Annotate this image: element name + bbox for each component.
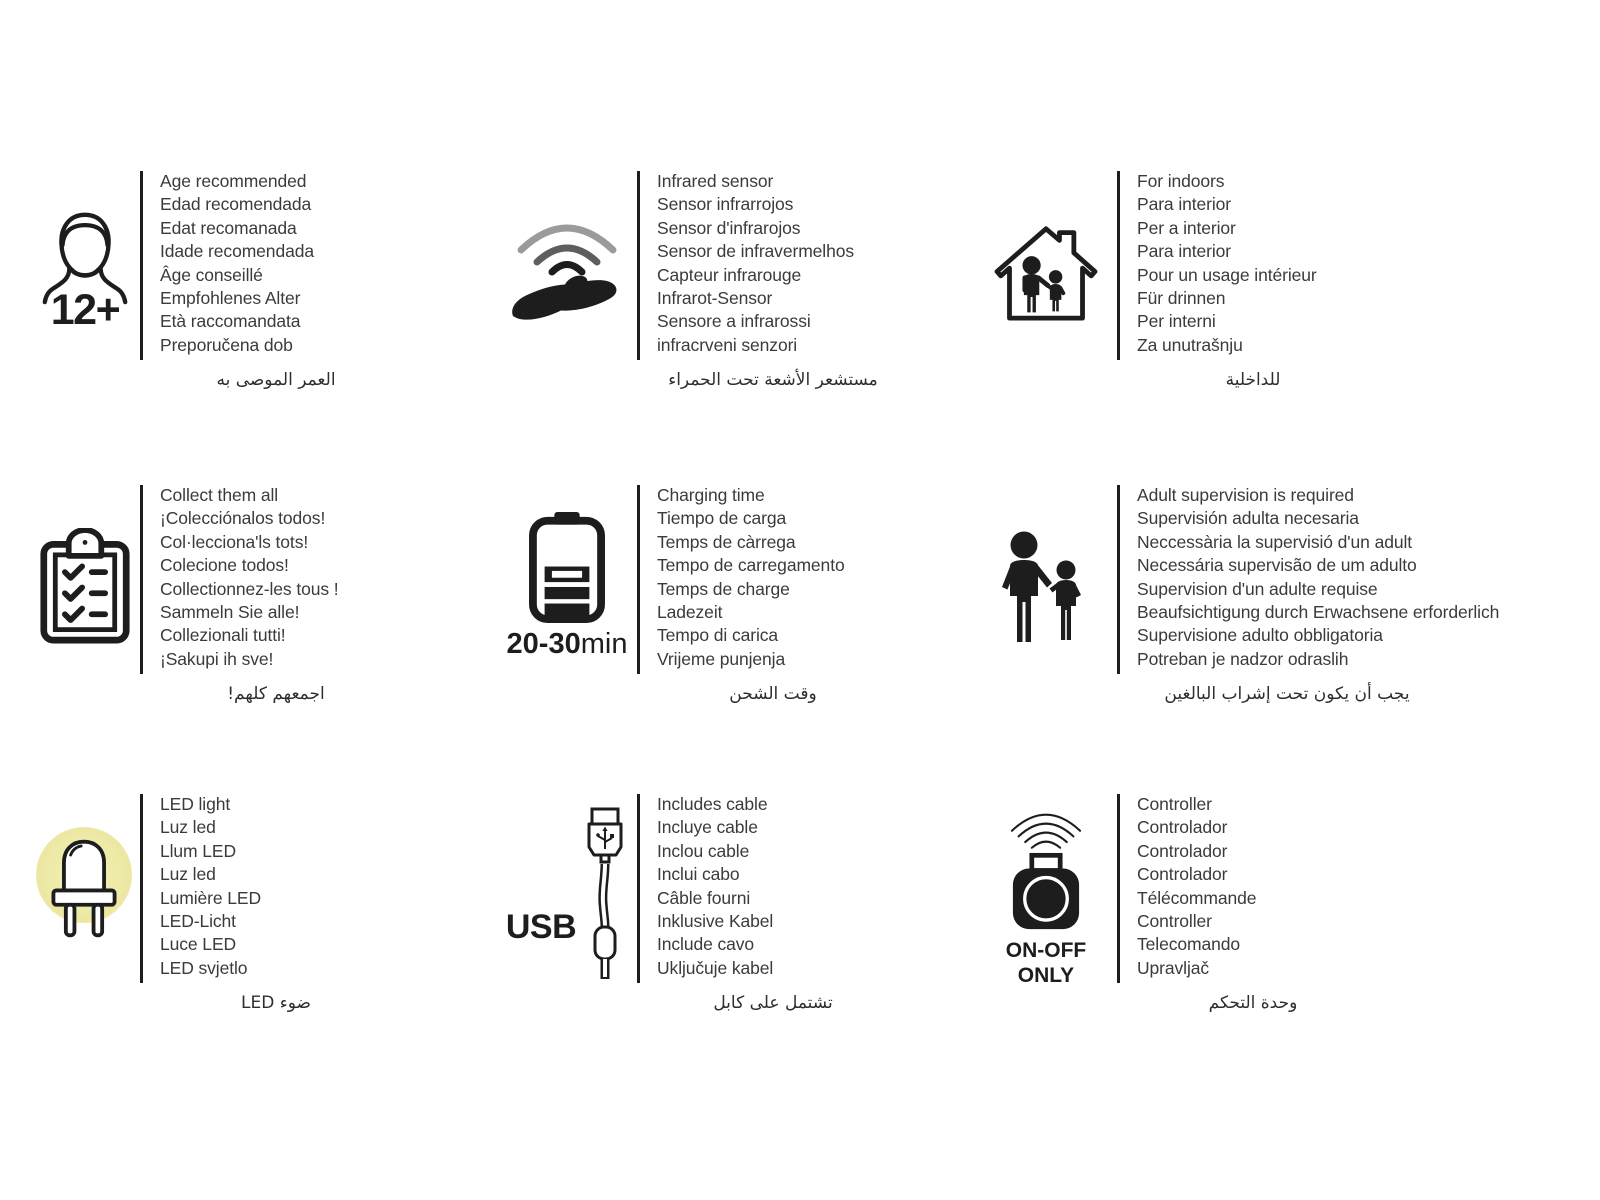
- usb-icon-area: [497, 807, 637, 987]
- text-line: Età raccomandata: [160, 311, 301, 332]
- text-line: Supervision d'un adulte requise: [1137, 578, 1378, 599]
- charging-label-arabic: وقت الشحن: [729, 684, 817, 705]
- text-line: Sensor d'infrarojos: [657, 217, 801, 238]
- indoors-labels: [1137, 170, 1369, 357]
- age-icon-area: [30, 170, 140, 332]
- text-line: Col·lecciona'ls tots!: [160, 531, 309, 552]
- adult-supervision-block: [975, 484, 1499, 705]
- battery-charging-icon: [526, 512, 608, 623]
- text-line: Tiempo de carga: [657, 508, 787, 529]
- text-line: Sensor de infravermelhos: [657, 241, 855, 262]
- text-line: Includes cable: [657, 794, 768, 814]
- charging-labels: [657, 484, 889, 671]
- sensor-labels: [657, 170, 889, 357]
- on-off-only-caption: [1006, 938, 1086, 988]
- charging-icon-area: [497, 484, 637, 661]
- text-line: Collezionali tutti!: [160, 625, 286, 646]
- text-line: Uključuje kabel: [657, 957, 774, 978]
- adult-child-icon: [996, 530, 1096, 646]
- controller-icon-area: [975, 793, 1117, 988]
- text-line: Edad recomendada: [160, 194, 312, 215]
- controller-label-arabic: وحدة التحكم: [1208, 993, 1298, 1014]
- text-line: Infrarot-Sensor: [657, 288, 773, 309]
- text-line: Temps de càrrega: [657, 531, 796, 552]
- text-line: Per a interior: [1137, 217, 1236, 238]
- indoors-label-arabic: للداخلية: [1225, 370, 1281, 391]
- text-line: Sammeln Sie alle!: [160, 602, 300, 623]
- text-line: ¡Colecciónalos todos!: [160, 508, 326, 529]
- text-line: Potreban je nadzor odraslih: [1137, 648, 1349, 669]
- text-line: Upravljač: [1137, 957, 1210, 978]
- text-line: Vrijeme punjenja: [657, 648, 786, 669]
- text-line: Charging time: [657, 485, 765, 505]
- text-line: Capteur infrarouge: [657, 264, 802, 285]
- caption-line1: ON-OFF: [1005, 939, 1087, 962]
- text-line: Collectionnez-les tous !: [160, 578, 339, 599]
- text-line: Luz led: [160, 864, 216, 885]
- age-labels: [160, 170, 392, 357]
- caption-regular: min: [580, 628, 628, 660]
- text-line: Idade recomendada: [160, 241, 314, 262]
- text-line: Empfohlenes Alter: [160, 288, 301, 309]
- remote-controller-icon: [994, 803, 1098, 936]
- text-line: Per interni: [1137, 311, 1216, 332]
- text-line: Âge conseillé: [160, 264, 263, 285]
- led-light-block: [30, 793, 392, 1014]
- text-line: Age recommended: [160, 171, 307, 191]
- text-line: Sensor infrarrojos: [657, 194, 794, 215]
- text-line: infracrveni senzori: [657, 334, 798, 355]
- text-line: Za unutrašnju: [1137, 334, 1243, 355]
- supervision-icon-area: [975, 484, 1117, 646]
- text-line: Necessária supervisão de um adulto: [1137, 555, 1417, 576]
- text-line: Für drinnen: [1137, 288, 1226, 309]
- text-line: LED-Licht: [160, 911, 236, 932]
- age-recommended-block: [30, 170, 392, 391]
- text-line: Infrared sensor: [657, 171, 774, 191]
- includes-cable-block: [497, 793, 889, 1014]
- text-line: Telecomando: [1137, 934, 1240, 955]
- indoors-icon-area: [975, 170, 1117, 322]
- age-12plus-caption: 12+: [50, 286, 120, 334]
- cable-labels: [657, 793, 889, 980]
- text-line: Controller: [1137, 911, 1212, 932]
- checklist-clipboard-icon: [39, 528, 131, 645]
- text-line: Lumière LED: [160, 887, 262, 908]
- text-line: Include cavo: [657, 934, 755, 955]
- text-line: Luce LED: [160, 934, 237, 955]
- text-line: Tempo di carica: [657, 625, 779, 646]
- collect-them-all-block: [30, 484, 392, 705]
- led-icon-area: [30, 793, 140, 947]
- text-line: Beaufsichtigung durch Erwachsene erforderlich: [1137, 602, 1500, 623]
- text-line: Inclou cable: [657, 840, 750, 861]
- text-line: Luz led: [160, 817, 216, 838]
- cable-label-arabic: تشتمل على كابل: [713, 993, 833, 1014]
- text-line: For indoors: [1137, 171, 1225, 191]
- charging-time-block: [497, 484, 889, 705]
- supervision-label-arabic: يجب أن يكون تحت إشراب البالغين: [1164, 684, 1410, 705]
- text-line: LED svjetlo: [160, 957, 248, 978]
- collect-labels: [160, 484, 392, 671]
- infrared-sensor-block: [497, 170, 889, 391]
- text-line: Pour un usage intérieur: [1137, 264, 1317, 285]
- text-line: Controlador: [1137, 864, 1228, 885]
- text-line: Neccessària la supervisió d'un adult: [1137, 531, 1413, 552]
- text-line: Tempo de carregamento: [657, 555, 845, 576]
- text-line: Inclui cabo: [657, 864, 740, 885]
- for-indoors-block: [975, 170, 1369, 391]
- text-line: Edat recomanada: [160, 217, 297, 238]
- led-diode-icon: [35, 825, 135, 947]
- text-line: Inklusive Kabel: [657, 911, 774, 932]
- text-line: Controlador: [1137, 840, 1228, 861]
- sensor-label-arabic: مستشعر الأشعة تحت الحمراء: [668, 370, 878, 391]
- text-line: Para interior: [1137, 194, 1232, 215]
- text-line: Sensore a infrarossi: [657, 311, 811, 332]
- text-line: Para interior: [1137, 241, 1232, 262]
- collect-icon-area: [30, 484, 140, 645]
- text-line: Preporučena dob: [160, 334, 293, 355]
- collect-label-arabic: اجمعهم كلهم!: [227, 684, 325, 705]
- text-line: Câble fourni: [657, 887, 751, 908]
- text-line: Colecione todos!: [160, 555, 289, 576]
- text-line: Controlador: [1137, 817, 1228, 838]
- sensor-icon-area: [497, 170, 637, 334]
- caption-bold: 20-30: [506, 628, 581, 660]
- text-line: Télécommande: [1137, 887, 1257, 908]
- caption-line2: ONLY: [1017, 964, 1075, 987]
- text-line: Collect them all: [160, 485, 279, 505]
- usb-caption: USB: [505, 907, 577, 946]
- text-line: Llum LED: [160, 840, 237, 861]
- text-line: ¡Sakupi ih sve!: [160, 648, 274, 669]
- led-labels: [160, 793, 392, 980]
- text-line: Supervisión adulta necesaria: [1137, 508, 1359, 529]
- age-label-arabic: العمر الموصى به: [216, 370, 336, 391]
- text-line: Supervisione adulto obbligatoria: [1137, 625, 1383, 646]
- house-family-icon: [990, 224, 1102, 322]
- text-line: Adult supervision is required: [1137, 485, 1354, 505]
- hand-with-waves-icon: [509, 200, 625, 334]
- led-diode-drawing: [41, 831, 127, 946]
- text-line: Controller: [1137, 794, 1212, 814]
- controller-labels: [1137, 793, 1369, 980]
- text-line: LED light: [160, 794, 231, 814]
- text-line: Incluye cable: [657, 817, 758, 838]
- text-line: Ladezeit: [657, 602, 723, 623]
- text-line: Temps de charge: [657, 578, 790, 599]
- led-label-arabic: ضوء LED: [241, 993, 311, 1014]
- charging-time-caption: [507, 629, 628, 661]
- usb-cable-icon: [582, 807, 628, 987]
- supervision-labels: [1137, 484, 1499, 671]
- controller-block: [975, 793, 1369, 1014]
